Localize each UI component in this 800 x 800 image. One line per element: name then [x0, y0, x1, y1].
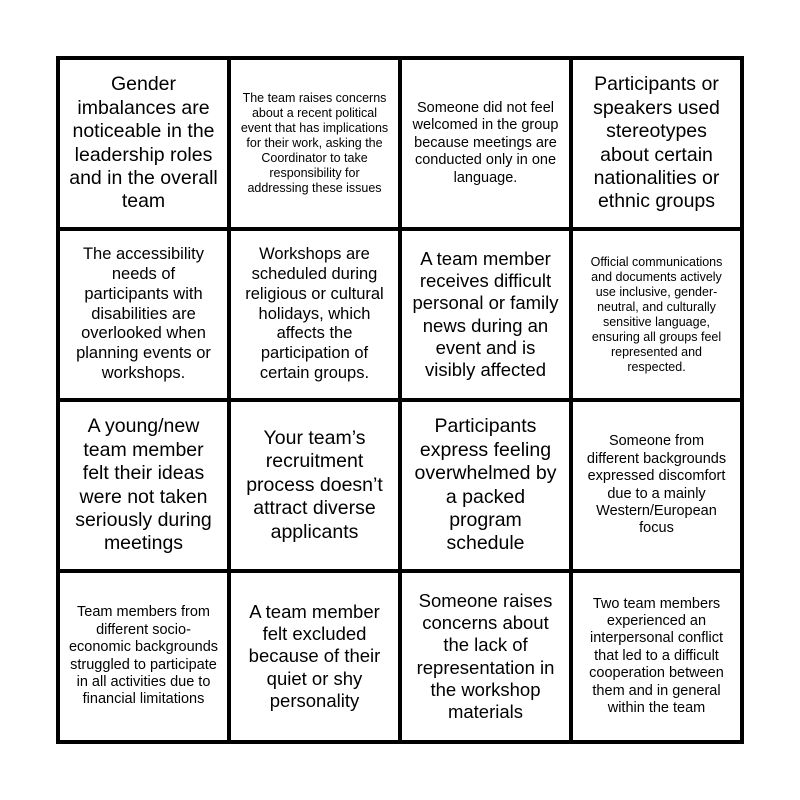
- bingo-cell[interactable]: A young/new team member felt their ideas were not taken seriously during meetings: [60, 402, 227, 569]
- bingo-cell[interactable]: Team members from different socio-economic backgrounds struggled to participate in all activities due to financial limitations: [60, 573, 227, 740]
- bingo-cell[interactable]: Your team’s recruitment process doesn’t attract diverse applicants: [231, 402, 398, 569]
- bingo-cell[interactable]: Participants express feeling overwhelmed by a packed program schedule: [402, 402, 569, 569]
- bingo-board: [56, 56, 744, 744]
- bingo-cell[interactable]: Official communications and documents actively use inclusive, gender-neutral, and culturally sensitive language, ensuring all groups feel represented and respected.: [573, 231, 740, 398]
- bingo-cell[interactable]: Participants or speakers used stereotypes about certain nationalities or ethnic groups: [573, 60, 740, 227]
- bingo-cell[interactable]: Someone from different backgrounds expressed discomfort due to a mainly Western/European focus: [573, 402, 740, 569]
- bingo-cell[interactable]: The team raises concerns about a recent political event that has implications for their work, asking the Coordinator to take responsibility for addressing these issues: [231, 60, 398, 227]
- bingo-cell[interactable]: Gender imbalances are noticeable in the leadership roles and in the overall team: [60, 60, 227, 227]
- bingo-cell[interactable]: Someone raises concerns about the lack of representation in the workshop materials: [402, 573, 569, 740]
- bingo-cell[interactable]: The accessibility needs of participants with disabilities are overlooked when planning events or workshops.: [60, 231, 227, 398]
- bingo-cell[interactable]: Workshops are scheduled during religious or cultural holidays, which affects the participation of certain groups.: [231, 231, 398, 398]
- bingo-cell[interactable]: A team member receives difficult personal or family news during an event and is visibly affected: [402, 231, 569, 398]
- bingo-cell[interactable]: Two team members experienced an interpersonal conflict that led to a difficult cooperation between them and in general within the team: [573, 573, 740, 740]
- bingo-cell[interactable]: Someone did not feel welcomed in the group because meetings are conducted only in one language.: [402, 60, 569, 227]
- bingo-cell[interactable]: A team member felt excluded because of their quiet or shy personality: [231, 573, 398, 740]
